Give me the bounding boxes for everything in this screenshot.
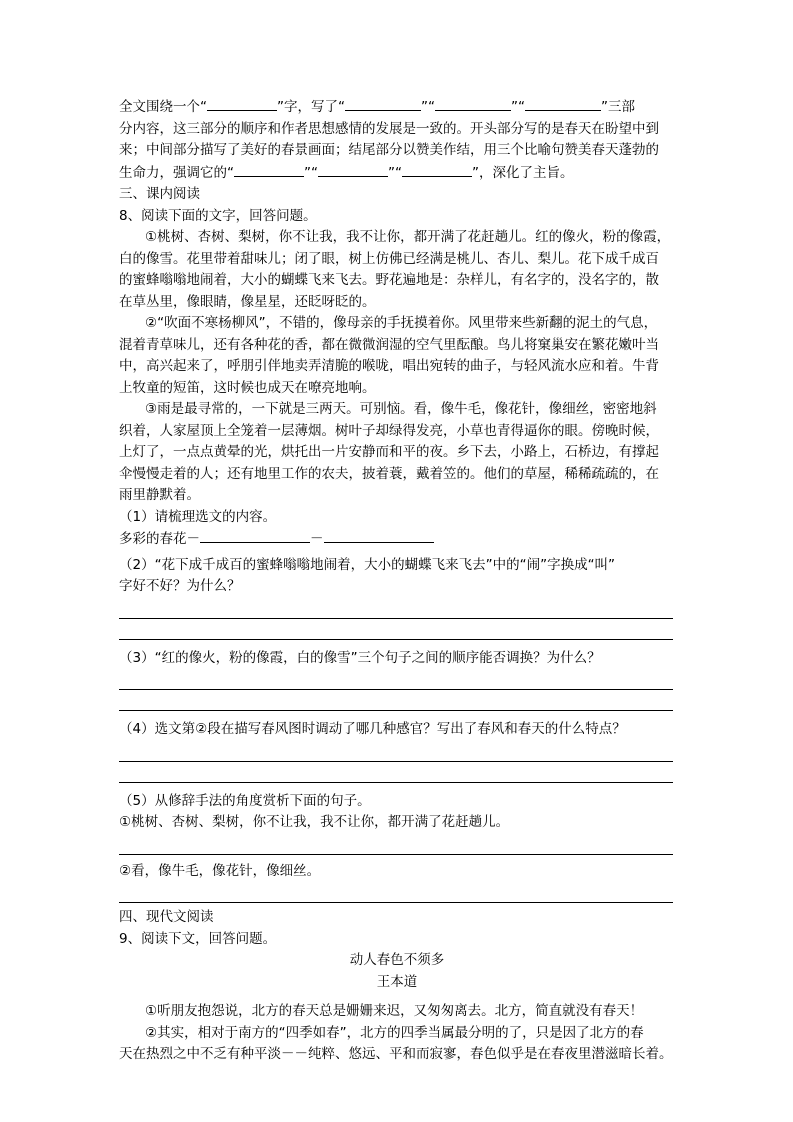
answer-line[interactable] xyxy=(119,619,673,640)
answer-line[interactable] xyxy=(119,669,673,690)
passage-line: 上灯了，一点点黄晕的光，烘托出一片安静而和平的夜。乡下去，小路上，石桥边，有撑起 xyxy=(119,444,659,460)
intro-line-2: 分内容，这三部分的顺序和作者思想感情的发展是一致的。开头部分写的是春天在盼望中到 xyxy=(119,120,659,137)
sub-question-2-cont: 字好不好？为什么？ xyxy=(119,578,241,594)
answer-line[interactable] xyxy=(119,834,673,855)
answer-line[interactable] xyxy=(119,598,673,619)
answer-line[interactable] xyxy=(119,882,673,903)
fill-blank[interactable] xyxy=(200,528,310,543)
passage-line: ②“吹面不寒杨柳风”，不错的，像母亲的手抚摸着你。风里带来些新翻的泥土的气息， xyxy=(145,315,658,331)
answer-line[interactable] xyxy=(119,690,673,711)
passage-line: 在草丛里，像眼睛，像星星，还眨呀眨的。 xyxy=(119,293,376,310)
fill-blank[interactable] xyxy=(345,96,421,111)
passage-line: 中，高兴起来了，呼朋引伴地卖弄清脆的喉咙，唱出宛转的曲子，与轻风流水应和着。牛背 xyxy=(119,358,659,374)
passage-line: 白的像雪。花里带着甜味儿；闭了眼，树上仿佛已经满是桃儿、杏儿、梨儿。花下成千成百 xyxy=(119,250,659,267)
article-author: 王本道 xyxy=(376,973,418,990)
intro-line-1: 全文围绕一个“ ”字，写了“ ”“ ”“ ”三部 xyxy=(119,96,675,119)
fill-blank[interactable] xyxy=(234,162,304,177)
passage-line: ③雨是最寻常的，一下就是三两天。可别恼。看，像牛毛，像花针，像细丝，密密地斜 xyxy=(145,401,657,417)
document-body xyxy=(119,96,675,1066)
article-paragraph-2-cont: 天在热烈之中不乏有种平淡－－纯粹、悠远、平和而寂寥，春色似乎是在春夜里潜滋暗长着。 xyxy=(119,1046,673,1062)
fill-blank[interactable] xyxy=(324,528,434,543)
question-8-prompt: 8、阅读下面的文字，回答问题。 xyxy=(119,207,317,224)
passage-line: 雨里静默着。 xyxy=(119,487,200,503)
sub-question-1: （1）请梳理选文的内容。 xyxy=(119,508,277,525)
fill-blank[interactable] xyxy=(318,162,388,177)
intro-paragraph xyxy=(119,96,675,184)
passage-line: 织着，人家屋顶上全笼着一层薄烟。树叶子却绿得发亮，小草也青得逼你的眼。傍晚时候， xyxy=(119,422,659,439)
sub-question-1-fill: 多彩的春花－ － xyxy=(119,528,675,551)
passage-line: 上牧童的短笛，这时候也成天在嘹亮地响。 xyxy=(119,379,376,396)
article-title: 动人春色不须多 xyxy=(349,952,445,968)
fill-blank[interactable] xyxy=(435,96,511,111)
passage-line: ①桃树、杏树、梨树，你不让我，我不让你，都开满了花赶趟儿。红的像火，粉的像霞， xyxy=(145,229,671,245)
answer-line[interactable] xyxy=(119,762,673,783)
fill-blank[interactable] xyxy=(525,96,601,111)
sub-question-5-sentence-2: ②看，像牛毛，像花针，像细丝。 xyxy=(119,862,321,879)
passage-paragraph-2 xyxy=(119,313,675,399)
question-9-prompt: 9、阅读下文，回答问题。 xyxy=(119,930,277,947)
sub-question-5: （5）从修辞手法的角度赏析下面的句子。 xyxy=(119,792,371,809)
intro-line-3: 来；中间部分描写了美好的春景画面；结尾部分以赞美作结，用三个比喻句赞美春天蓬勃的 xyxy=(119,142,659,158)
article-paragraph-2: ②其实，相对于南方的“四季如春”，北方的四季当属最分明的了，只是因了北方的春 xyxy=(145,1024,644,1041)
sub-question-5-sentence-1: ①桃树、杏树、梨树，你不让我，我不让你，都开满了花赶趟儿。 xyxy=(119,814,510,830)
article-paragraph-1: ①听朋友抱怨说，北方的春天总是姗姗来迟，又匆匆离去。北方，简直就没有春天！ xyxy=(145,1003,644,1019)
answer-line[interactable] xyxy=(119,741,673,762)
intro-line-4: 生命力，强调它的“ ”“ ”“ ”，深化了主旨。 xyxy=(119,162,675,185)
passage-line: 伞慢慢走着的人；还有地里工作的农夫，披着蓑，戴着笠的。他们的草屋，稀稀疏疏的，在 xyxy=(119,465,659,482)
section-heading: 四、现代文阅读 xyxy=(119,909,214,925)
passage-paragraph-1 xyxy=(119,227,675,313)
passage-line: 混着青草味儿，还有各种花的香，都在微微润湿的空气里酝酿。鸟儿将窠巢安在繁花嫩叶当 xyxy=(119,336,659,353)
fill-blank[interactable] xyxy=(207,96,277,111)
passage-paragraph-3 xyxy=(119,399,675,507)
fill-blank[interactable] xyxy=(402,162,472,177)
section-heading: 三、课内阅读 xyxy=(119,186,200,202)
passage-line: 的蜜蜂嗡嗡地闹着，大小的蝴蝶飞来飞去。野花遍地是：杂样儿，有名字的，没名字的，散 xyxy=(119,272,659,288)
sub-question-4: （4）选文第②段在描写春风图时调动了哪几种感官？写出了春风和春天的什么特点？ xyxy=(119,721,626,737)
sub-question-2: （2）“花下成千成百的蜜蜂嗡嗡地闹着，大小的蝴蝶飞来飞去”中的“闹”字换成“叫” xyxy=(119,556,616,573)
sub-question-3: （3）“红的像火，粉的像霞，白的像雪”三个句子之间的顺序能否调换？为什么？ xyxy=(119,649,601,666)
